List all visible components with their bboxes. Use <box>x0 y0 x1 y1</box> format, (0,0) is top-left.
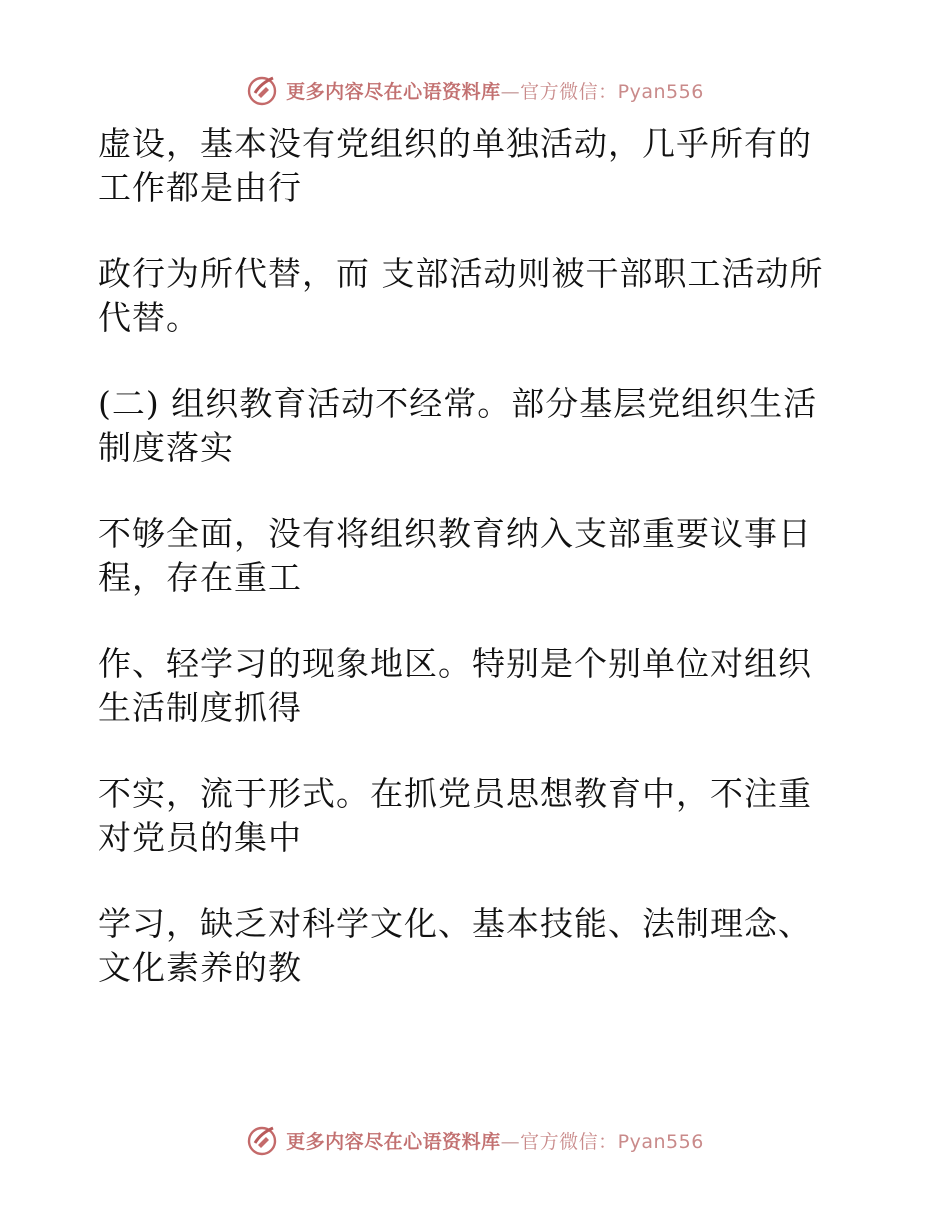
pen-logo-icon <box>246 73 280 107</box>
paragraph-7 <box>98 902 858 990</box>
paragraph-line: 生活制度抓得 <box>98 688 302 727</box>
header-brand-tail: 官方微信：Pyan556 <box>520 80 704 103</box>
paragraph-line: 程，存在重工 <box>98 558 302 597</box>
pen-logo-icon <box>246 1123 280 1157</box>
document-body <box>98 122 858 990</box>
paragraph-line: 不够全面，没有将组织教育纳入支部重要议事日 <box>98 514 812 553</box>
paragraph-line: 对党员的集中 <box>98 818 302 857</box>
paragraph-line: 代替。 <box>98 298 200 337</box>
paragraph-6 <box>98 772 858 860</box>
paragraph-line: (二) 组织教育活动不经常。部分基层党组织生活 <box>98 384 818 423</box>
header-brand-sep: — <box>500 80 521 103</box>
footer-brand-text <box>286 1127 704 1154</box>
footer-brand-tail: 官方微信：Pyan556 <box>520 1130 704 1153</box>
header-brand-text <box>286 77 704 104</box>
paragraph-line: 作、轻学习的现象地区。特别是个别单位对组织 <box>98 644 812 683</box>
paragraph-3 <box>98 382 858 470</box>
paragraph-line: 学习，缺乏对科学文化、基本技能、法制理念、 <box>98 904 812 943</box>
paragraph-line: 文化素养的教 <box>98 948 302 987</box>
paragraph-1 <box>98 122 858 210</box>
paragraph-line: 工作都是由行 <box>98 168 302 207</box>
footer-watermark <box>0 1120 950 1160</box>
paragraph-line: 不实，流于形式。在抓党员思想教育中，不注重 <box>98 774 812 813</box>
paragraph-2 <box>98 252 858 340</box>
paragraph-line: 制度落实 <box>98 428 234 467</box>
header-watermark <box>0 70 950 110</box>
paragraph-4 <box>98 512 858 600</box>
paragraph-5 <box>98 642 858 730</box>
header-brand-main: 更多内容尽在心语资料库 <box>286 80 501 103</box>
paragraph-line: 政行为所代替，而 支部活动则被干部职工活动所 <box>98 254 824 293</box>
paragraph-line: 虚设，基本没有党组织的单独活动，几乎所有的 <box>98 124 812 163</box>
footer-brand-main: 更多内容尽在心语资料库 <box>286 1130 501 1153</box>
footer-brand-sep: — <box>500 1130 521 1153</box>
